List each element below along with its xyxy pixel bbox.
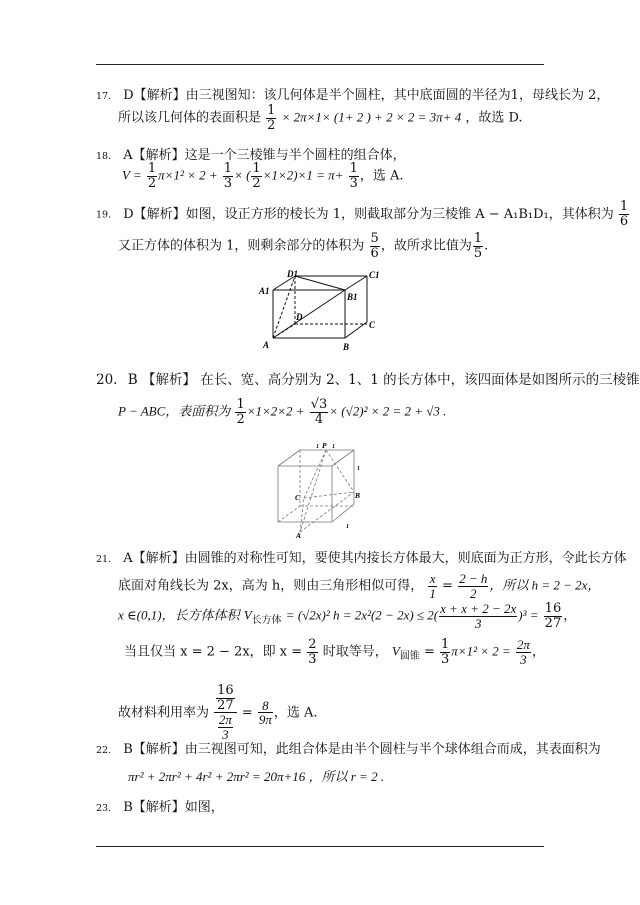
label-C: C [295, 493, 301, 502]
math-expr: × 2π×1× (1+ 2 ) + 2 × 2 = 3π+ 4 [281, 109, 462, 125]
edge [345, 276, 367, 290]
problem-22-line2: πr² + 2πr² + 4r² + 2πr² = 20π+16 ，所以 r = 2 . [128, 769, 385, 784]
cube-figure [255, 268, 385, 354]
label-A1: A1 [259, 286, 270, 296]
problem-20-line2: P − ABC，表面积为 $\frac{1}{2}$ ×1×2×2 + $\frac{√3}{4}$ × (√2)² × 2 = 2 + √3 . [118, 397, 447, 427]
edge [332, 504, 354, 522]
box-figure [270, 440, 370, 538]
label-B1: B1 [347, 292, 358, 302]
label-B: B [343, 342, 350, 352]
problem-21-line3: x ∈(0,1)，长方体体积 $V_{长方体} = (√2x)^2$ h = 2x²(2 − 2x) ≤ 2( $\frac{x + x + 2 - 2x}{3}$ )³ = $\frac{16}{27}$ ， [118, 601, 577, 631]
problem-text: A【解析】由圆锥的对称性可知，要使其内接长方体最大，则底面为正方形，令此长方体 [123, 551, 627, 566]
problem-text: D【解析】由三视图知：该几何体是半个圆柱，其中底面圆的半径为1，母线长为 2， [123, 88, 610, 103]
problem-17 [96, 84, 609, 103]
label-A: A [296, 531, 302, 538]
problem-number: 20. [96, 372, 118, 388]
problem-21-line4: 当且仅当 x = 2 − 2x，即 x = $\frac{2}{3}$ 时取等号， $V_{圆锥}$ = $\frac{1}{3}$ π×1² × 2 = $\frac{2\pi}{3}$ ， [124, 637, 545, 667]
label-C1: C1 [369, 270, 380, 280]
tetra-edge [300, 450, 326, 532]
problem-22 [96, 738, 601, 757]
problem-20 [96, 368, 640, 388]
label-B: B [355, 491, 361, 500]
tetra-edge [326, 450, 354, 492]
problem-text: A【解析】这是一个三棱锥与半个圆柱的组合体， [123, 148, 406, 163]
edge [295, 276, 345, 290]
header-rule [96, 64, 544, 65]
problem-number: 21. [96, 554, 112, 565]
problem-21 [96, 547, 627, 566]
tetra-edge [304, 450, 326, 498]
compound-fraction: $\frac{\frac{16}{27}}{\frac{2\pi}{3}}$ [214, 684, 237, 742]
problem-23 [96, 796, 224, 815]
problem-number: 17. [96, 91, 112, 102]
label-D: D [296, 312, 303, 322]
problem-17-line2 [118, 104, 523, 132]
dimension-label: 1 [332, 444, 335, 450]
problem-text: B【解析】由三视图可知，此组合体是由半个圆柱与半个球体组合而成，其表面积为 [123, 742, 601, 757]
problem-text: B 【解析】 在长、宽、高分别为 2、1、1 的长方体中，该四面体是如图所示的三棱锥 [127, 372, 640, 388]
problem-18-line2: V = $\frac{1}{2}$ π×1² × 2 + $\frac{1}{3}$ × ( $\frac{1}{2}$ ×1×2)×1 = π+ $\frac{1}{3}$ ，选 A. [122, 161, 404, 191]
fraction: $\frac{1}{2}$ [267, 103, 276, 133]
label-A: A [263, 340, 270, 350]
dimension-label: 1 [346, 524, 349, 530]
dimension-label: 1 [316, 444, 319, 450]
problem-number: 22. [96, 745, 112, 756]
problem-19: 19. D【解析】如图，设正方形的棱长为 1，则截取部分为三棱锥 A − A₁B₁D₁，其体积为 $\frac{1}{6}$ [96, 199, 629, 229]
problem-text: D【解析】如图，设正方形的棱长为 1，则截取部分为三棱锥 A − A₁B₁D₁，其体积为 [123, 206, 614, 222]
footer-rule [96, 846, 544, 847]
hidden-edge [278, 506, 300, 522]
dimension-label: 1 [357, 466, 360, 472]
label-C: C [369, 320, 376, 330]
problem-21-line2: 底面对角线长为 2x，高为 h，则由三角形相似可得， $\frac{x}{1}$ = $\frac{2 - h}{2}$ ，所以 h = 2 − 2x， [118, 571, 601, 601]
problem-number: 18. [96, 151, 112, 162]
hidden-edge [273, 276, 295, 338]
problem-text: B【解析】如图， [123, 800, 224, 815]
problem-number: 19. [96, 209, 112, 221]
problem-18 [96, 144, 406, 163]
label-P: P [322, 441, 327, 450]
problem-19-line2: 又正方体的体积为 1，则剩余部分的体积为 $\frac{5}{6}$ ，故所求比值为 $\frac{1}{5}$ . [118, 231, 489, 261]
edge [278, 450, 300, 466]
problem-text: 所以该几何体的表面积是 [118, 110, 262, 126]
problem-21-line5: 故材料利用率为 $\frac{\frac{16}{27}}{\frac{2\pi}{3}}$ = $\frac{8}{9\pi}$ ，选 A. [118, 683, 318, 742]
label-D1: D1 [287, 269, 298, 279]
problem-number: 23. [96, 803, 112, 814]
problem-text: ，故选 D. [465, 110, 523, 126]
